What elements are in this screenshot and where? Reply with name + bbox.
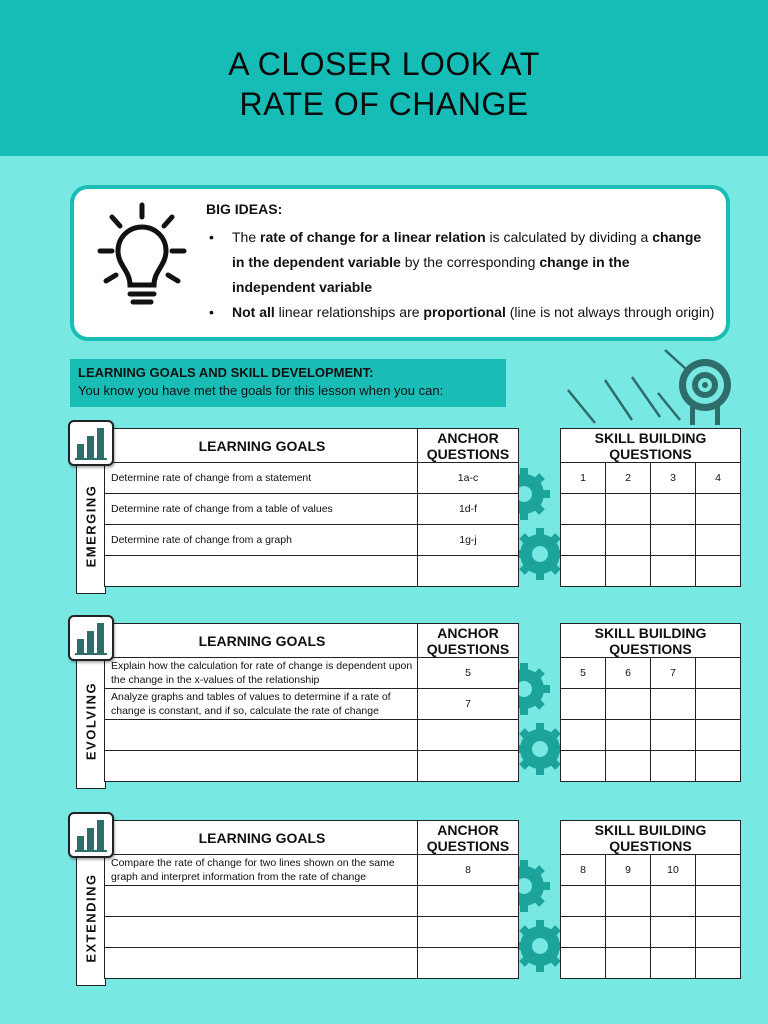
anchor-cell: 1g-j xyxy=(418,525,519,556)
skill-cell xyxy=(651,494,696,525)
target-arrows-icon xyxy=(560,345,740,425)
goal-cell: Determine rate of change from a graph xyxy=(105,525,418,556)
anchor-cell xyxy=(418,751,519,782)
learning-goals-header: LEARNING GOALS xyxy=(105,821,418,855)
learning-goals-header: LEARNING GOALS xyxy=(105,624,418,658)
goal-cell: Determine rate of change from a statement xyxy=(105,463,418,494)
header-line: QUESTIONS xyxy=(609,640,692,657)
bar-chart-icon-box xyxy=(68,420,114,466)
goal-cell: Compare the rate of change for two lines shown on the same graph and interpret information from the rate of change xyxy=(105,855,418,886)
goal-cell: Analyze graphs and tables of values to determine if a rate of change is constant, and if so, calculate the rate of change xyxy=(105,689,418,720)
header-line: QUESTIONS xyxy=(609,837,692,854)
text: (line is not always through origin) xyxy=(505,304,715,320)
header-line: QUESTIONS xyxy=(609,445,692,462)
lightbulb-icon xyxy=(92,199,192,309)
section-emerging xyxy=(0,420,768,600)
learning-goals-table xyxy=(104,428,519,587)
skill-cell xyxy=(606,886,651,917)
skill-cell: 6 xyxy=(606,658,651,689)
goal-cell xyxy=(105,948,418,979)
skill-cell xyxy=(606,556,651,587)
anchor-questions-header xyxy=(418,821,519,855)
skill-cell xyxy=(651,525,696,556)
goal-cell xyxy=(105,751,418,782)
bold-text: rate of change for a linear relation xyxy=(260,229,486,245)
skill-building-header xyxy=(561,821,741,855)
skill-cell: 7 xyxy=(651,658,696,689)
anchor-cell xyxy=(418,948,519,979)
learning-goals-header: LEARNING GOALS xyxy=(105,429,418,463)
skill-cell xyxy=(696,720,741,751)
bold-text: proportional xyxy=(423,304,506,320)
skill-building-table xyxy=(560,428,741,587)
skill-cell: 4 xyxy=(696,463,741,494)
header-line: ANCHOR xyxy=(437,821,499,838)
skill-cell xyxy=(696,948,741,979)
skill-building-table xyxy=(560,623,741,782)
big-ideas-list xyxy=(206,225,716,325)
goal-cell xyxy=(105,886,418,917)
skill-cell xyxy=(651,720,696,751)
skill-cell xyxy=(696,886,741,917)
anchor-questions-header xyxy=(418,624,519,658)
header-line: SKILL BUILDING xyxy=(594,821,707,838)
page-title-line1: A CLOSER LOOK AT xyxy=(228,46,540,82)
bold-text: change in the independent variable xyxy=(232,254,630,295)
skill-cell xyxy=(696,494,741,525)
anchor-cell xyxy=(418,917,519,948)
text: linear relationships are xyxy=(274,304,424,320)
skill-building-table xyxy=(560,820,741,979)
skill-cell xyxy=(606,720,651,751)
skill-cell xyxy=(561,689,606,720)
anchor-cell: 1d-f xyxy=(418,494,519,525)
section-extending xyxy=(0,812,768,992)
skill-cell xyxy=(561,525,606,556)
bar-chart-icon xyxy=(70,422,112,464)
skill-building-header xyxy=(561,429,741,463)
goal-cell: Explain how the calculation for rate of change is dependent upon the change in the x-values of the relationship xyxy=(105,658,418,689)
skill-cell xyxy=(651,556,696,587)
skill-cell xyxy=(561,917,606,948)
anchor-cell: 8 xyxy=(418,855,519,886)
anchor-cell: 5 xyxy=(418,658,519,689)
level-label-box xyxy=(76,850,106,986)
skill-cell xyxy=(561,494,606,525)
learning-goals-table xyxy=(104,623,519,782)
skill-cell xyxy=(606,525,651,556)
bullet-point: • xyxy=(209,304,214,320)
header-line: SKILL BUILDING xyxy=(594,429,707,446)
header-line: ANCHOR xyxy=(437,429,499,446)
skill-cell xyxy=(606,751,651,782)
goal-cell xyxy=(105,720,418,751)
skill-cell xyxy=(606,689,651,720)
skill-cell xyxy=(696,556,741,587)
level-label-box xyxy=(76,458,106,594)
anchor-cell: 1a-c xyxy=(418,463,519,494)
anchor-cell: 7 xyxy=(418,689,519,720)
skill-cell xyxy=(696,525,741,556)
skill-cell xyxy=(651,689,696,720)
skill-cell xyxy=(561,948,606,979)
skill-cell: 1 xyxy=(561,463,606,494)
big-idea-2 xyxy=(206,300,716,325)
header-line: QUESTIONS xyxy=(426,640,510,657)
skill-cell: 5 xyxy=(561,658,606,689)
skill-cell: 9 xyxy=(606,855,651,886)
skill-cell xyxy=(696,855,741,886)
skill-cell xyxy=(561,556,606,587)
skill-cell xyxy=(651,886,696,917)
level-label-box xyxy=(76,653,106,789)
bullet-point: • xyxy=(209,229,214,245)
level-label: EVOLVING xyxy=(83,681,99,761)
bar-chart-icon-box xyxy=(68,812,114,858)
big-ideas-card xyxy=(70,185,730,341)
skill-cell xyxy=(561,886,606,917)
learning-goals-table xyxy=(104,820,519,979)
skill-cell xyxy=(606,494,651,525)
text: The xyxy=(232,229,261,245)
bar-chart-icon xyxy=(70,814,112,856)
skill-cell xyxy=(651,948,696,979)
text: is calculated by dividing a xyxy=(485,229,653,245)
big-idea-1 xyxy=(206,225,716,300)
anchor-cell xyxy=(418,886,519,917)
anchor-questions-header xyxy=(418,429,519,463)
header-line: ANCHOR xyxy=(437,624,499,641)
learning-goals-banner xyxy=(70,359,506,407)
skill-cell xyxy=(561,751,606,782)
level-label: EMERGING xyxy=(83,484,99,568)
bold-text: Not all xyxy=(232,304,275,320)
header-line: SKILL BUILDING xyxy=(594,624,707,641)
bar-chart-icon xyxy=(70,617,112,659)
anchor-cell xyxy=(418,556,519,587)
anchor-cell xyxy=(418,720,519,751)
header-line: QUESTIONS xyxy=(426,837,510,854)
skill-cell xyxy=(606,948,651,979)
section-evolving xyxy=(0,615,768,795)
page-header xyxy=(0,0,768,156)
skill-cell xyxy=(651,917,696,948)
banner-heading: LEARNING GOALS AND SKILL DEVELOPMENT: xyxy=(78,365,374,380)
goal-cell xyxy=(105,556,418,587)
level-label: EXTENDING xyxy=(83,873,99,963)
bar-chart-icon-box xyxy=(68,615,114,661)
big-ideas-title: BIG IDEAS: xyxy=(206,201,283,217)
skill-cell xyxy=(696,658,741,689)
skill-cell: 10 xyxy=(651,855,696,886)
page-title-line2: RATE OF CHANGE xyxy=(239,86,529,122)
header-line: QUESTIONS xyxy=(426,445,510,462)
skill-cell xyxy=(561,720,606,751)
bold-text: change in the dependent variable xyxy=(232,229,702,270)
goal-cell xyxy=(105,917,418,948)
goal-cell: Determine rate of change from a table of values xyxy=(105,494,418,525)
skill-cell xyxy=(696,689,741,720)
skill-cell xyxy=(696,751,741,782)
skill-cell xyxy=(606,917,651,948)
skill-cell xyxy=(696,917,741,948)
skill-cell: 3 xyxy=(651,463,696,494)
text: by the corresponding xyxy=(400,254,540,270)
banner-subheading: You know you have met the goals for this lesson when you can: xyxy=(78,383,444,398)
skill-cell: 8 xyxy=(561,855,606,886)
skill-cell: 2 xyxy=(606,463,651,494)
skill-cell xyxy=(651,751,696,782)
skill-building-header xyxy=(561,624,741,658)
